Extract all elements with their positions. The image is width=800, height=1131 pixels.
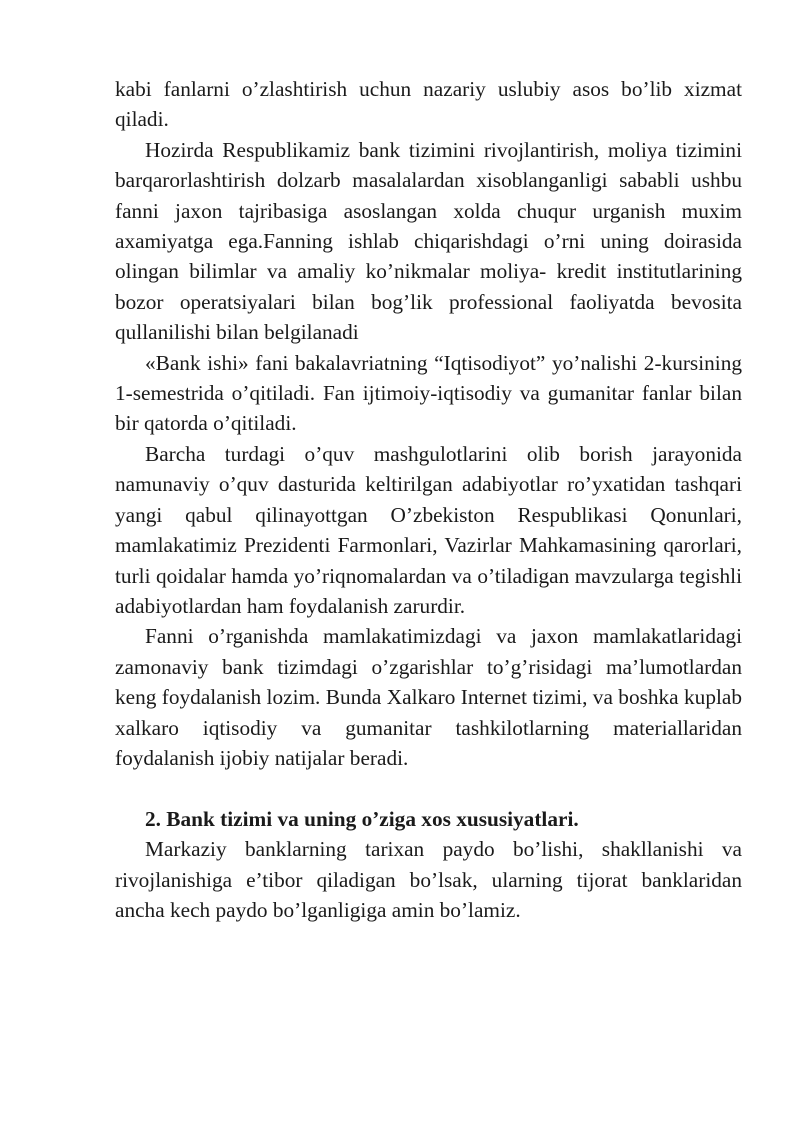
paragraph-central-banks: Markaziy banklarning tarixan paydo bo’lishi, shakllanishi va rivojlanishiga e’tibor qiladigan bo’lsak, ularning tijorat banklaridan ancha kech paydo bo’lganligiga amin bo’lamiz.	[115, 837, 742, 922]
paragraph-study-approach: Fanni o’rganishda mamlakatimizdagi va jaxon mamlakatlaridagi zamonaviy bank tizimdagi o’zgarishlar to’g’risidagi ma’lumotlardan keng foydalanish lozim. Bunda Xalkaro Internet tizimi, va boshka kuplab xalkaro iqtisodiy va gumanitar tashkilotlarning materiallaridan foydalanish ijobiy natijalar beradi.	[115, 624, 742, 770]
section-heading: 2. Bank tizimi va uning o’ziga xos xususiyatlari.	[145, 806, 579, 831]
blank-line	[115, 773, 742, 803]
paragraph-course-info: «Bank ishi» fani bakalavriatning “Iqtisodiyot” yo’nalishi 2-kursining 1-semestrida o’qitiladi. Fan ijtimoiy-iqtisodiy va gumanitar fanlar bilan bir qatorda o’qitiladi.	[115, 350, 742, 436]
paragraph-continuation: kabi fanlarni o’zlashtirish uchun nazariy uslubiy asos bo’lib xizmat qiladi.	[115, 77, 742, 132]
document-page	[115, 74, 742, 925]
paragraph-banking-system: Hozirda Respublikamiz bank tizimini rivojlantirish, moliya tizimini barqarorlashtirish dolzarb masalalardan xisoblanganligi sababli ushbu fanni jaxon tajribasiga asoslangan xolda chuqur urganish muxim axamiyatga ega.Fanning ishlab chiqarishdagi o’rni uning doirasida olingan bilimlar va amaliy ko’nikmalar moliya- kredit institutlarining bozor operatsiyalari bilan bog’lik professional faoliyatda bevosita qullanilishi bilan belgilanadi	[115, 137, 742, 345]
paragraph-literature: Barcha turdagi o’quv mashgulotlarini olib borish jarayonida namunaviy o’quv dasturida keltirilgan adabiyotlar ro’yxatidan tashqari yangi qabul qilinayottgan O’zbekiston Respublikasi Qonunlari, mamlakatimiz Prezidenti Farmonlari, Vazirlar Mahkamasining qarorlari, turli qoidalar hamda yo’riqnomalardan va o’tiladigan mavzularga tegishli adabiyotlardan ham foydalanish zarurdir.	[115, 441, 742, 618]
